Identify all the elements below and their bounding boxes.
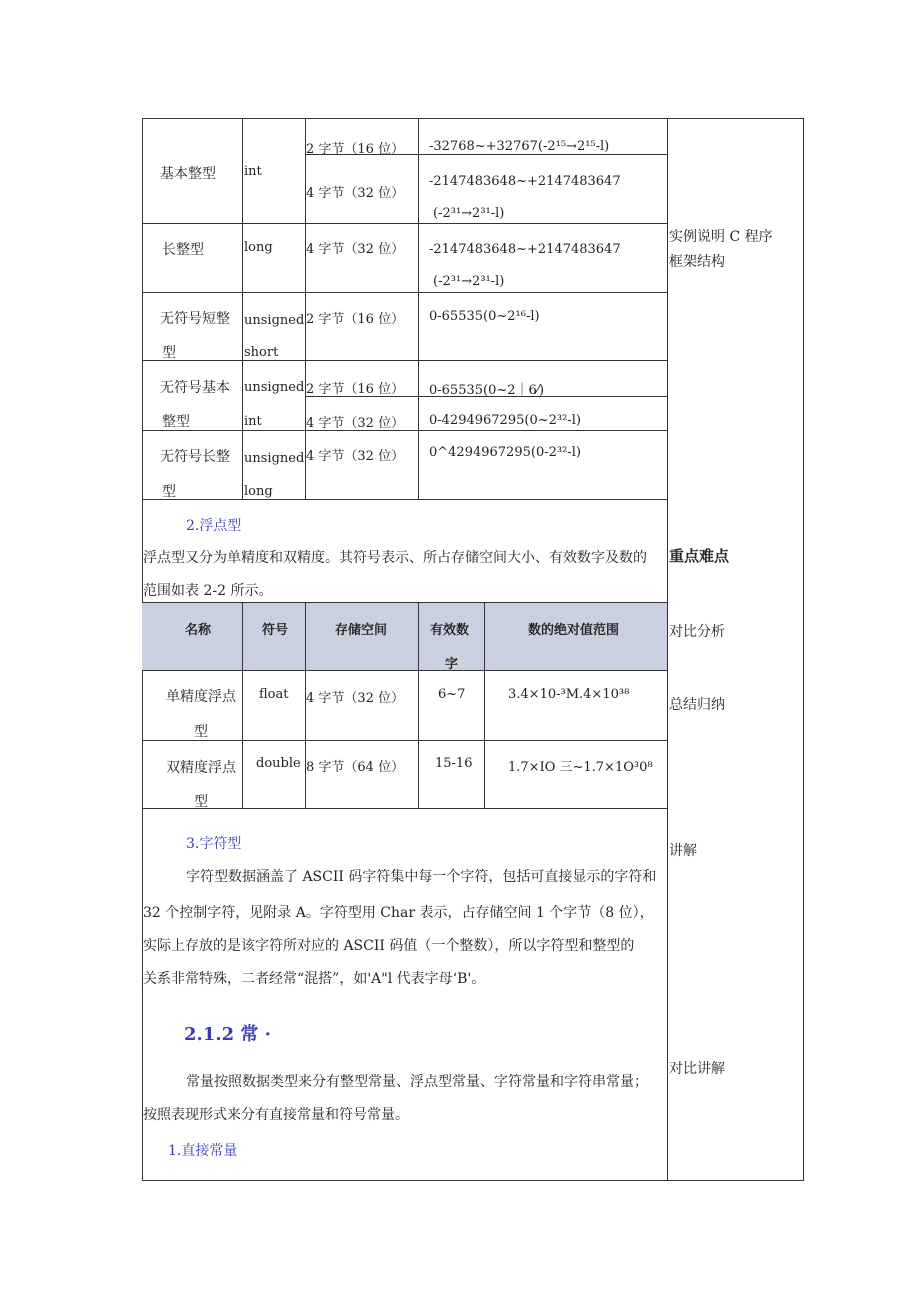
column-header: 有效数 xyxy=(430,623,470,638)
char-paragraph-line: 实际上存放的是该字符所对应的 ASCII 码值（一个整数），所以字符型和整型的 xyxy=(143,938,635,954)
storage-size: 2 字节（16 位） xyxy=(306,382,405,397)
type-name: 型 xyxy=(162,484,176,500)
storage-size: 4 字节（32 位） xyxy=(306,691,405,706)
type-name: 型 xyxy=(194,724,208,740)
value-range: 0-65535(0~2¹⁶-l) xyxy=(429,309,540,324)
constants-paragraph-line: 按照表现形式来分有直接常量和符号常量。 xyxy=(143,1107,409,1123)
value-range: -32768~+32767(-2¹⁵→2¹⁵-l) xyxy=(429,139,610,154)
constants-paragraph-line: 常量按照数据类型来分有整型常量、浮点型常量、字符常量和字符串常量； xyxy=(186,1074,648,1090)
storage-size: 4 字节（32 位） xyxy=(306,242,405,257)
type-symbol: short xyxy=(244,345,279,360)
column-header: 符号 xyxy=(262,623,289,638)
column-header: 数的绝对值范围 xyxy=(528,623,620,638)
char-section-heading: 3.字符型 xyxy=(186,836,242,852)
char-paragraph-line: 32 个控制字符，见附录 A。字符型用 Char 表示，占存储空间 1 个字节（8 位）， xyxy=(143,905,654,921)
type-name: 双精度浮点 xyxy=(166,760,236,776)
storage-size: 4 字节（32 位） xyxy=(306,449,405,464)
teaching-note: 实例说明 C 程序 xyxy=(669,229,773,245)
type-symbol: int xyxy=(244,164,262,179)
type-name: 单精度浮点 xyxy=(166,689,236,705)
char-paragraph-line: 字符型数据涵盖了 ASCII 码字符集中每一个字符，包括可直接显示的字符和 xyxy=(186,869,657,885)
column-header: 名称 xyxy=(185,623,212,638)
type-name: 无符号基本 xyxy=(160,380,230,396)
value-range: -2147483648~+2147483647 xyxy=(429,174,621,189)
type-symbol: float xyxy=(259,687,289,702)
teaching-note: 讲解 xyxy=(669,843,697,859)
char-paragraph-line: 关系非常特殊，二者经常“混搭”，如'A"l 代表字母‘B'。 xyxy=(143,971,486,987)
significant-digits: 15-16 xyxy=(435,756,473,771)
type-name: 型 xyxy=(162,345,176,361)
type-symbol: long xyxy=(244,484,273,499)
teaching-note: 对比分析 xyxy=(669,624,725,640)
type-symbol: unsigned xyxy=(244,380,305,395)
column-header: 字 xyxy=(445,657,459,672)
teaching-note: 对比讲解 xyxy=(669,1061,725,1077)
storage-size: 4 字节（32 位） xyxy=(306,416,405,431)
value-range: 0-4294967295(0~2³²-l) xyxy=(429,413,581,428)
constants-section-heading: 2.1.2 常 · xyxy=(184,1024,271,1045)
float-section-heading: 2.浮点型 xyxy=(186,518,242,534)
direct-constants-heading: 1.直接常量 xyxy=(168,1143,238,1159)
storage-size: 4 字节（32 位） xyxy=(306,186,405,201)
type-name: 型 xyxy=(194,794,208,810)
key-points-label: 重点难点 xyxy=(669,547,730,565)
column-header: 存储空间 xyxy=(335,623,388,638)
float-description: 浮点型又分为单精度和双精度。其符号表示、所占存储空间大小、有效数字及数的 xyxy=(143,550,647,566)
value-range: 3.4×10-³M.4×10³⁸ xyxy=(508,687,630,702)
type-symbol: unsigned xyxy=(244,313,305,328)
type-name: 整型 xyxy=(162,414,190,430)
type-name: 无符号长整 xyxy=(160,449,230,465)
significant-digits: 6~7 xyxy=(438,687,466,702)
type-name: 长整型 xyxy=(162,242,204,258)
storage-size: 2 字节（16 位） xyxy=(306,142,405,157)
value-range: (-2³¹→2³¹-l) xyxy=(433,274,505,289)
column-divider xyxy=(667,118,668,1181)
storage-size: 8 字节（64 位） xyxy=(306,760,405,775)
type-symbol: int xyxy=(244,414,262,429)
teaching-note: 框架结构 xyxy=(669,254,725,270)
value-range: 1.7×IO 三~1.7×1O³0⁸ xyxy=(508,760,653,775)
value-range: 0-65535(0~2｜6⁄) xyxy=(429,383,545,398)
type-name: 无符号短整 xyxy=(160,311,230,327)
storage-size: 2 字节（16 位） xyxy=(306,312,405,327)
float-description: 范围如表 2-2 所示。 xyxy=(143,583,273,599)
type-name: 基本整型 xyxy=(160,166,216,182)
value-range: 0^4294967295(0-2³²-l) xyxy=(429,445,581,460)
value-range: (-2³¹→2³¹-l) xyxy=(433,206,505,221)
value-range: -2147483648~+2147483647 xyxy=(429,242,621,257)
type-symbol: double xyxy=(256,756,301,771)
type-symbol: long xyxy=(244,240,273,255)
type-symbol: unsigned xyxy=(244,451,305,466)
teaching-note: 总结归纳 xyxy=(669,697,725,713)
